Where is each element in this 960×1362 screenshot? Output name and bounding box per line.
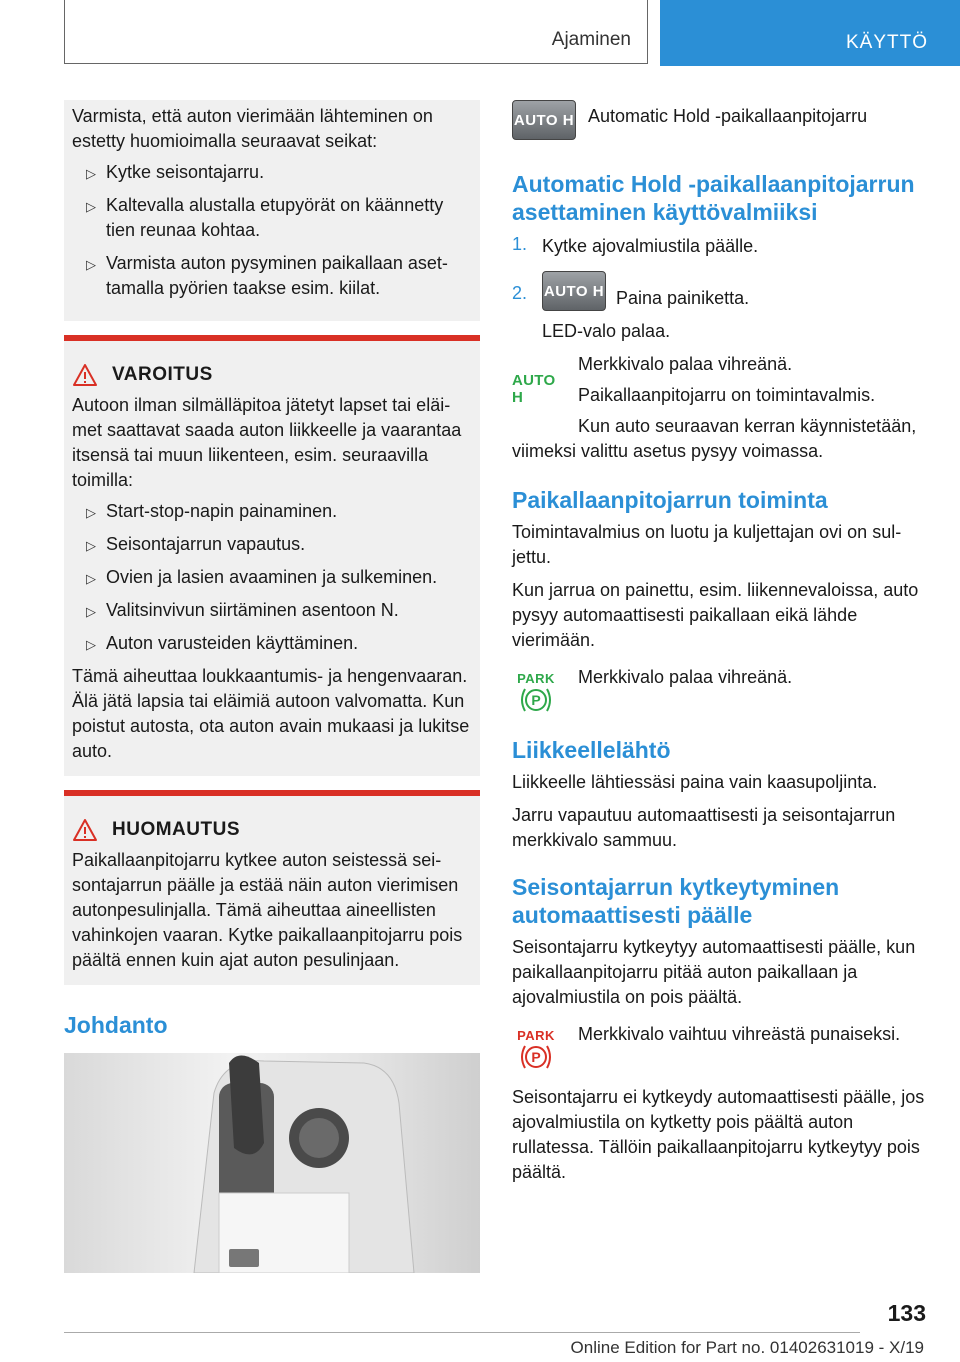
indicator-park-red-text: Merkkivalo vaihtuu vihreästä punaiseksi. [578,1024,901,1044]
auto-h-button-icon: AUTO H [542,271,606,311]
led-text: LED-valo palaa. [542,321,671,341]
step-2: 2. AUTO H Paina painiketta. [512,271,928,311]
section-title: Ajaminen [551,29,631,50]
triangle-bullet-icon: ▷ [86,257,96,272]
autoh-caption: Automatic Hold -paikallaanpitojarru [588,106,868,126]
intro-box [64,100,480,321]
right-column [512,100,928,1185]
auto-h-button-icon: AUTO H [512,100,576,140]
heading-starting: Liikkeellelähtö [512,737,671,763]
chapter-tab-label: KÄYTTÖ [845,32,928,53]
johdanto-heading: Johdanto [64,1012,168,1038]
autoh-intro [512,100,928,140]
start-para-2: Jarru vapautuu automaattisesti ja seisontajarrun merkkivalo sammuu. [512,805,896,850]
list-item: ▷ Start-stop-napin painaminen. [72,499,472,524]
notice-box [64,796,480,985]
step-1: 1. Kytke ajovalmiustila päälle. [512,234,759,256]
triangle-bullet-icon: ▷ [86,166,96,181]
heading-activation: Automatic Hold -paikallaanpitojarrun asettaminen käyttövalmiiksi [512,171,915,225]
auto-para-2: Seisontajarru ei kytkeydy automaattisesti päälle, jos ajovalmiustila on kytketty pois päältä auton rullatessa. Tällöin paikallaanpitojarru kytkeytyy pois päältä. [512,1087,925,1182]
intro-list [72,160,472,301]
warning-triangle-icon [72,363,98,387]
start-para-1: Liikkeelle lähtiessäsi paina vain kaasupoljinta. [512,772,878,792]
list-item: ▷ Valitsinvivun siirtäminen asentoon N. [72,598,472,623]
warning-triangle-icon [72,818,98,842]
left-column [64,100,480,1273]
park-symbol: P [531,1049,541,1065]
footer-edition: Online Edition for Part no. 01402631019 - X/19 [570,1338,924,1357]
triangle-bullet-icon: ▷ [86,571,96,586]
triangle-bullet-icon: ▷ [86,637,96,652]
park-red-indicator-icon: PARK P [512,1028,560,1071]
header-section-box [64,0,648,64]
indicator-park-red [512,1020,928,1071]
indicator-autoh-text: Merkkivalo palaa vihreänä. Paikallaanpitojarru on toimintavalmis. [578,354,876,405]
park-symbol: P [531,692,541,708]
warning-box [64,341,480,776]
gear-selector-console-image [64,1053,480,1273]
triangle-bullet-icon: ▷ [86,538,96,553]
auto-h-indicator-icon: AUTO H [512,372,556,406]
list-item: ▷ Auton varusteiden käyttäminen. [72,631,472,656]
console-illustration [64,1053,480,1273]
list-item: ▷ Kaltevalla alustalla etupyörät on käännetty tien reunaa kohtaa. [86,195,444,240]
heading-auto-engage: Seisontajarrun kytkeytyminen automaattisesti päälle [512,874,840,928]
indicator-autoh [512,352,928,408]
auto-para-1: Seisontajarru kytkeytyy automaattisesti päälle, kun paikallaanpitojarru pitää auton paikallaan ja ajovalmiustila on pois päältä. [512,937,916,1007]
heading-function: Paikallaanpitojarrun toiminta [512,487,828,513]
indicator-park-green-text: Merkkivalo palaa vihreänä. [578,667,793,687]
chapter-tab[interactable] [660,0,960,66]
park-green-indicator-icon: PARK P [512,671,560,714]
triangle-bullet-icon: ▷ [86,199,96,214]
triangle-bullet-icon: ▷ [86,604,96,619]
indicator-park-green [512,663,928,714]
warning-outro: Tämä aiheuttaa loukkaantumis- ja hengenvaaran. Älä jätä lapsia tai eläimiä autoon valvomatta. Kun poistut autosta, ota auton avain mukaasi ja lukitse auto. [72,666,470,761]
warning-list [72,499,472,656]
notice-title: HUOMAUTUS [72,818,472,842]
func-para-2: Kun jarrua on painettu, esim. liikennevaloissa, auto pysyy automaattisesti paikallaan eikä lähde vierimään. [512,580,919,650]
list-item: ▷ Seisontajarrun vapautus. [72,532,472,557]
list-item: ▷ Varmista auton pysyminen paikallaan asettamalla pyörien taakse esim. kiilat. [86,253,448,298]
func-para-1: Toimintavalmius on luotu ja kuljettajan ovi on suljettu. [512,522,902,567]
notice-text: Paikallaanpitojarru kytkee auton seistessä seisontajarrun päälle ja estää näin auton vierimisen autonpesulinjalla. Tämä aiheuttaa aineellisten vahinkojen vaaran. Kytke paikallaanpitojarru pois päältä ennen kuin ajat auton pesulinjaan. [72,850,463,970]
warning-title: VAROITUS [72,363,472,387]
footer-rule [64,1332,860,1333]
page-number: 133 [887,1300,926,1326]
warning-text: Autoon ilman silmälläpitoa jätetyt lapset tai eläimet saattavat saada auton liikkeelle ja vaarantaa itsensä tai muun liikenteen, esim. seuraavilla toimilla: [72,395,462,490]
triangle-bullet-icon: ▷ [86,505,96,520]
list-item: ▷ Kytke seisontajarru. [72,160,472,185]
intro-text: Varmista, että auton vierimään lähteminen on estetty huomioimalla seuraavat seikat: [72,106,433,151]
list-item: ▷ Ovien ja lasien avaaminen ja sulkeminen. [72,565,472,590]
restart-text: Kun auto seuraavan kerran käynnistetään, viimeksi valittu asetus pysyy voimassa. [512,416,917,461]
